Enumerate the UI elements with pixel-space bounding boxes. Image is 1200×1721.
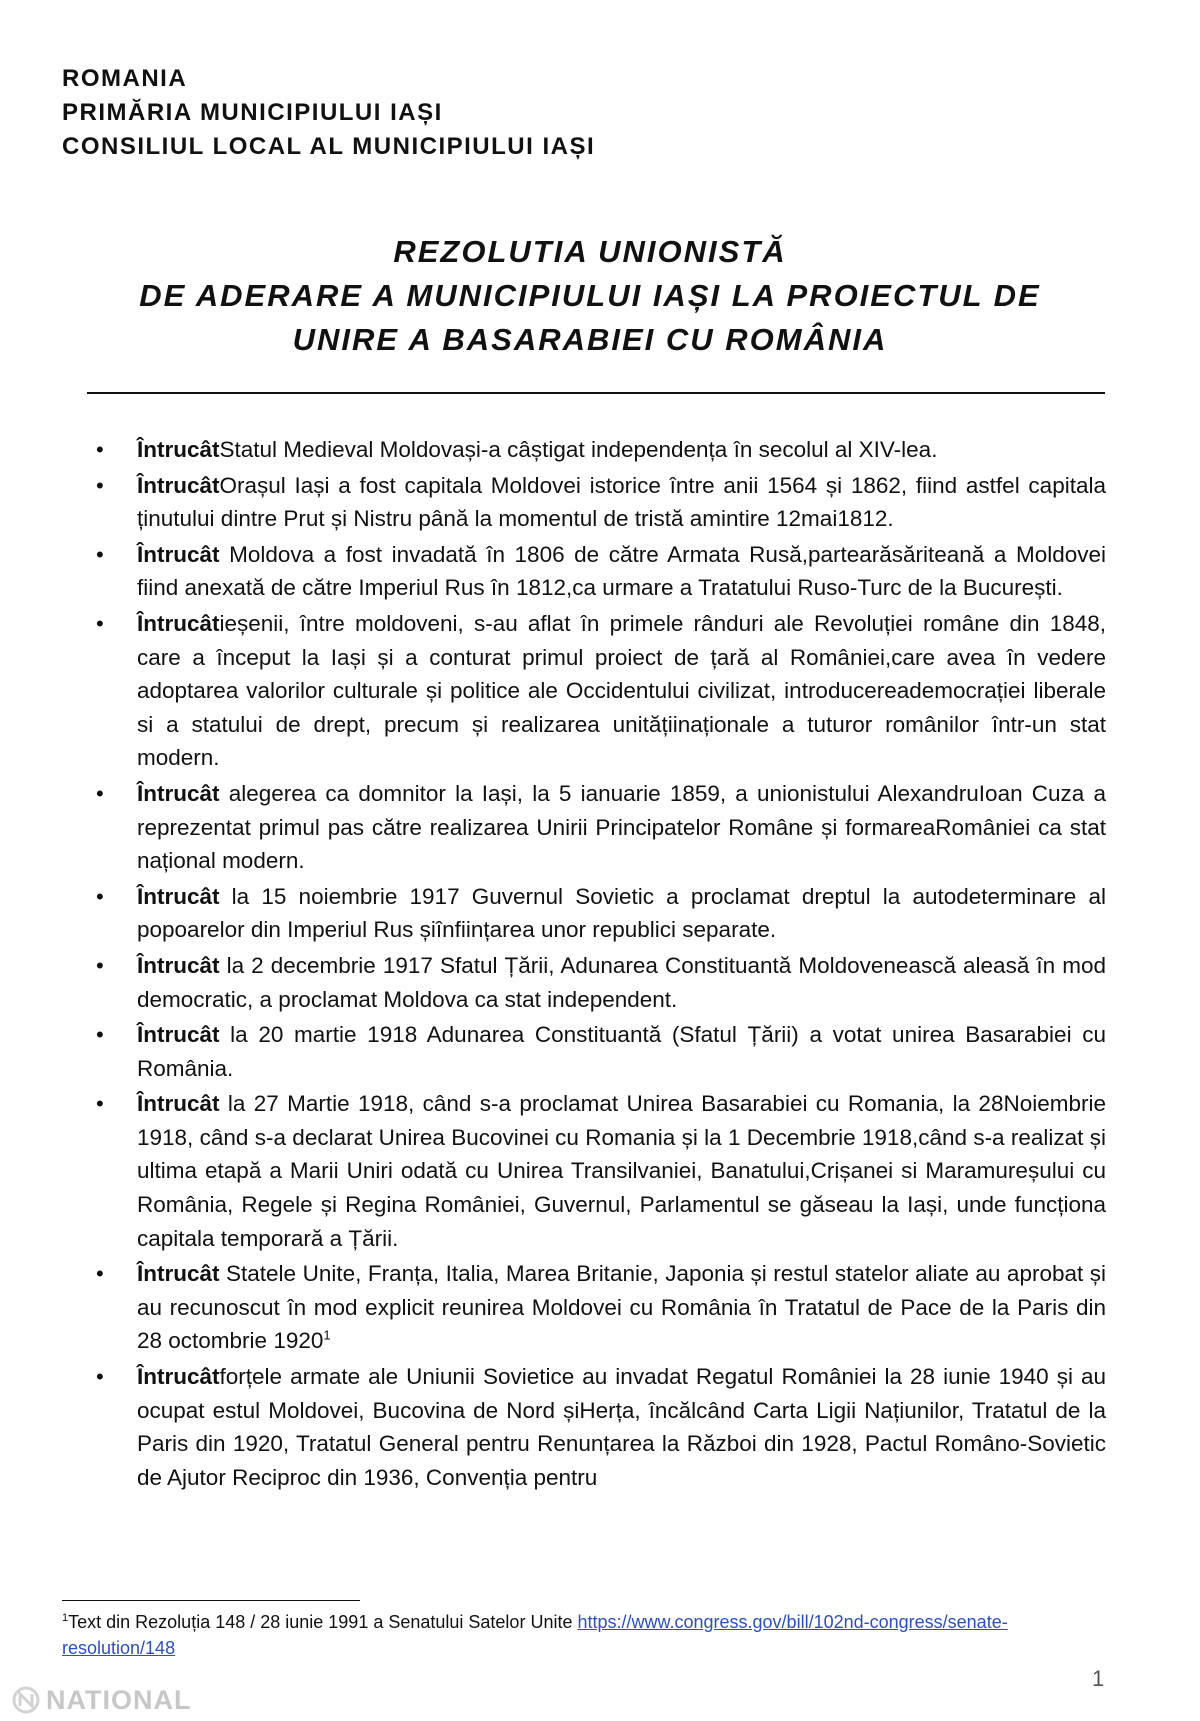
clause-keyword: Întrucât [137,472,220,498]
header-city-hall: PRIMĂRIA MUNICIPIULUI IAȘI [62,99,443,126]
clause-keyword: Întrucât [137,1022,220,1048]
whereas-clause [96,1018,1106,1085]
clause-text: Moldova a fost invadată în 1806 de către Armata Rusă,partearăsăriteană a Moldovei fiind anexată de către Imperiul Rus în 1812,ca urmare a Tratatului Ruso-Turc de la București. [137,541,1106,601]
clause-keyword: Întrucât [137,952,220,978]
bullet-icon: • [96,780,104,806]
clause-keyword: Întrucât [137,780,220,806]
whereas-clause [96,777,1106,878]
whereas-clause [96,1087,1106,1255]
bullet-icon: • [96,610,104,636]
bullet-icon: • [96,1022,104,1048]
bullet-icon: • [96,1091,104,1117]
clause-keyword: Întrucât [137,1261,220,1287]
footnote-marker: 1 [62,1612,69,1624]
footnote-link[interactable]: https://www.congress.gov/bill/102nd-congress/senate-resolution/148 [62,1612,1008,1658]
clause-keyword: Întrucât [137,1364,220,1390]
whereas-clause [96,433,1106,467]
header-country: ROMANIA [62,65,188,92]
clause-text: la 20 martie 1918 Adunarea Constituantă (Sfatul Țării) a votat unirea Basarabiei cu România. [137,1022,1106,1081]
clause-text: ieșenii, între moldoveni, s-au aflat în primele rânduri ale Revoluției române din 1848, care a început la Iași și a conturat primul proiect de țară al României,care avea în vedere adoptarea valorilor culturale și politice ale Occidentului civilizat, introducereademocrației liberale si a statului de drept, precum și realizarea unitățiinaționale a tuturor românilor într-un stat modern. [137,610,1106,771]
whereas-clause [96,607,1106,775]
title-line-3: UNIRE A BASARABIEI CU ROMÂNIA [292,322,888,357]
clause-text: la 2 decembrie 1917 Sfatul Țării, Adunarea Constituantă Moldovenească aleasă în mod democratic, a proclamat Moldova ca stat independent. [137,952,1106,1012]
footnote-divider [62,1600,360,1601]
whereas-clause [96,1257,1106,1358]
clause-text: la 27 Martie 1918, când s-a proclamat Unirea Basarabiei cu Romania, la 28Noiembrie 1918, când s-a declarat Unirea Bucovinei cu Romania și la 1 Decembrie 1918,când s-a realizat și ultima etapă a Marii Uniri odată cu Unirea Transilvaniei, Banatului,Crișanei si Maramureșului cu România, Regele și Regina României, Guvernul, Parlamentul se găseau la Iași, unde funcționa capitala temporară a Țării. [137,1091,1106,1251]
clause-keyword: Întrucât [137,541,220,567]
title-line-2: DE ADERARE A MUNICIPIULUI IAȘI LA PROIECTUL DE [139,278,1041,313]
clause-text: la 15 noiembrie 1917 Guvernul Sovietic a proclamat dreptul la autodeterminare al popoarelor din Imperiul Rus șiînființarea unor republici separate. [137,883,1106,943]
bullet-icon: • [96,883,104,909]
bullet-icon: • [96,472,104,498]
clause-text: Orașul Iași a fost capitala Moldovei istorice între anii 1564 și 1862, fiind astfel capitala ținutului dintre Prut și Nistru până la momentul de tristă amintire 12mai1812. [137,472,1106,532]
bullet-icon: • [96,541,104,567]
whereas-clause [96,538,1106,605]
bullet-icon: • [96,1364,104,1390]
title-line-1: REZOLUTIA UNIONISTĂ [393,234,787,269]
footnote-text: Text din Rezoluția 148 / 28 iunie 1991 a Senatului Satelor Unite [68,1612,578,1632]
whereas-clause [96,880,1106,947]
footnote [62,1605,1062,1661]
clause-text: Statele Unite, Franța, Italia, Marea Britanie, Japonia și restul statelor aliate au aprobat și au recunoscut în mod explicit reunirea Moldovei cu România în Tratatul de Pace de la Paris din 28 octombrie 1920 [137,1261,1106,1354]
clause-keyword: Întrucât [137,437,220,462]
issuer-header [62,62,595,164]
clause-keyword: Întrucât [137,1091,220,1117]
watermark [12,1683,191,1717]
footnote-reference: 1 [323,1327,331,1343]
clause-keyword: Întrucât [137,610,220,636]
watermark-logo-icon [12,1686,40,1714]
watermark-text: NATIONAL [46,1684,192,1715]
clause-text: forțele armate ale Uniunii Sovietice au invadat Regatul României la 28 iunie 1940 și au ocupat estul Moldovei, Bucovina de Nord șiHerța, încălcând Carta Ligii Națiunilor, Tratatul de la Paris din 1920, Tratatul General pentru Renunțarea la Război din 1928, Pactul Româno-Sovietic de Ajutor Reciproc din 1936, Convenția pentru [137,1364,1106,1490]
title-divider [87,392,1105,394]
document-title [80,230,1100,362]
whereas-clause [96,1360,1106,1494]
page-number: 1 [1092,1666,1105,1691]
whereas-clause [96,949,1106,1016]
clause-keyword: Întrucât [137,883,220,909]
bullet-icon: • [96,1261,104,1287]
bullet-icon: • [96,952,104,978]
clause-text: Statul Medieval Moldovași-a câștigat independența în secolul al XIV-lea. [219,437,938,462]
header-local-council: CONSILIUL LOCAL AL MUNICIPIULUI IAȘI [62,133,596,160]
bullet-icon: • [96,437,104,462]
clause-text: alegerea ca domnitor la Iași, la 5 ianuarie 1859, a unionistului AlexandruIoan Cuza a reprezentat primul pas către realizarea Unirii Principatelor Române și formareaRomâniei ca stat național modern. [137,780,1106,874]
whereas-clause [96,469,1106,536]
whereas-clause-list [96,433,1106,1496]
